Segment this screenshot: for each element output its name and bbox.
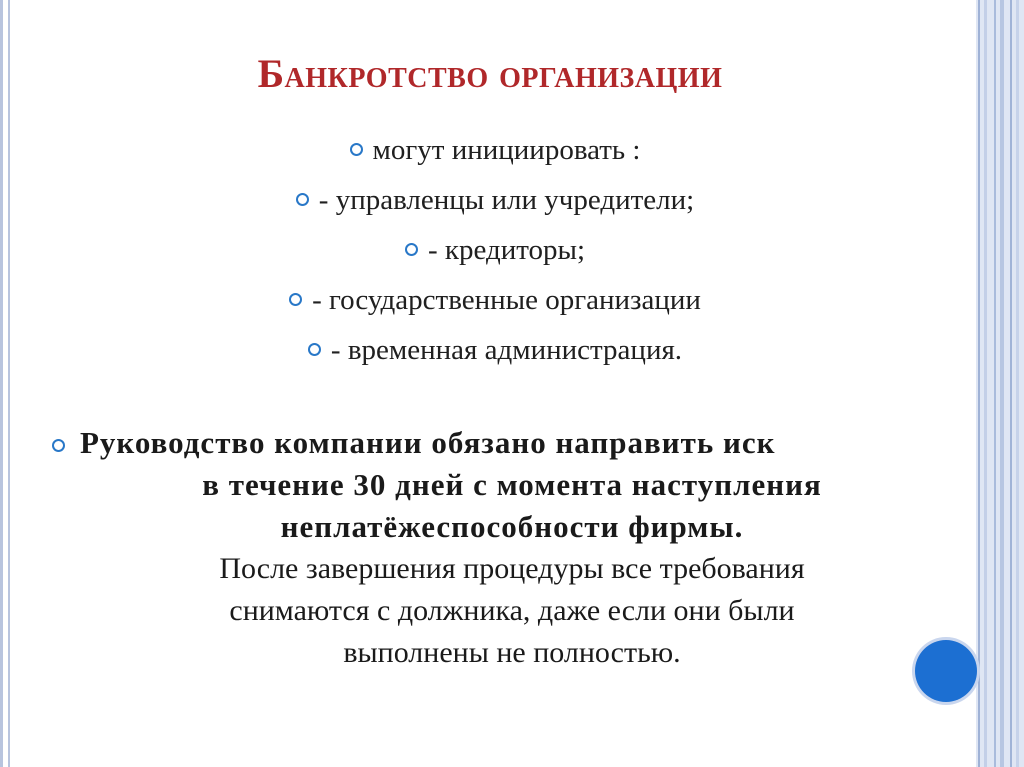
ring-bullet-icon <box>52 439 65 452</box>
list-item <box>0 225 990 275</box>
list-item-text: - временная администрация. <box>330 334 683 366</box>
list-item-text: - государственные организации <box>312 284 701 316</box>
blue-circle-icon <box>915 640 977 702</box>
note-bold-line: в течение 30 дней с момента наступления <box>202 467 822 502</box>
note-line: снимаются с должника, даже если они были <box>229 594 795 627</box>
note-line: выполнены не полностью. <box>343 636 681 669</box>
ring-bullet-icon <box>308 343 321 356</box>
ring-bullet-icon <box>350 143 363 156</box>
list-item <box>0 175 990 225</box>
ring-bullet-icon <box>296 193 309 206</box>
note-block <box>0 422 1024 674</box>
note-bold-line: неплатёжеспособности фирмы. <box>280 509 744 544</box>
list-item-text: - кредиторы; <box>427 234 586 266</box>
ring-bullet-icon <box>289 293 302 306</box>
bullet-list <box>0 125 990 375</box>
slide-title: Банкротство организации <box>257 51 723 96</box>
ring-bullet-icon <box>405 243 418 256</box>
list-item-text: - управленцы или учредители; <box>318 184 695 216</box>
list-item <box>0 325 990 375</box>
note-line: После завершения процедуры все требования <box>219 552 805 585</box>
list-item <box>0 275 990 325</box>
note-bold-line: Руководство компании обязано направить иск <box>80 425 776 460</box>
list-item <box>0 125 990 175</box>
list-item-text: могут инициировать : <box>372 134 641 166</box>
